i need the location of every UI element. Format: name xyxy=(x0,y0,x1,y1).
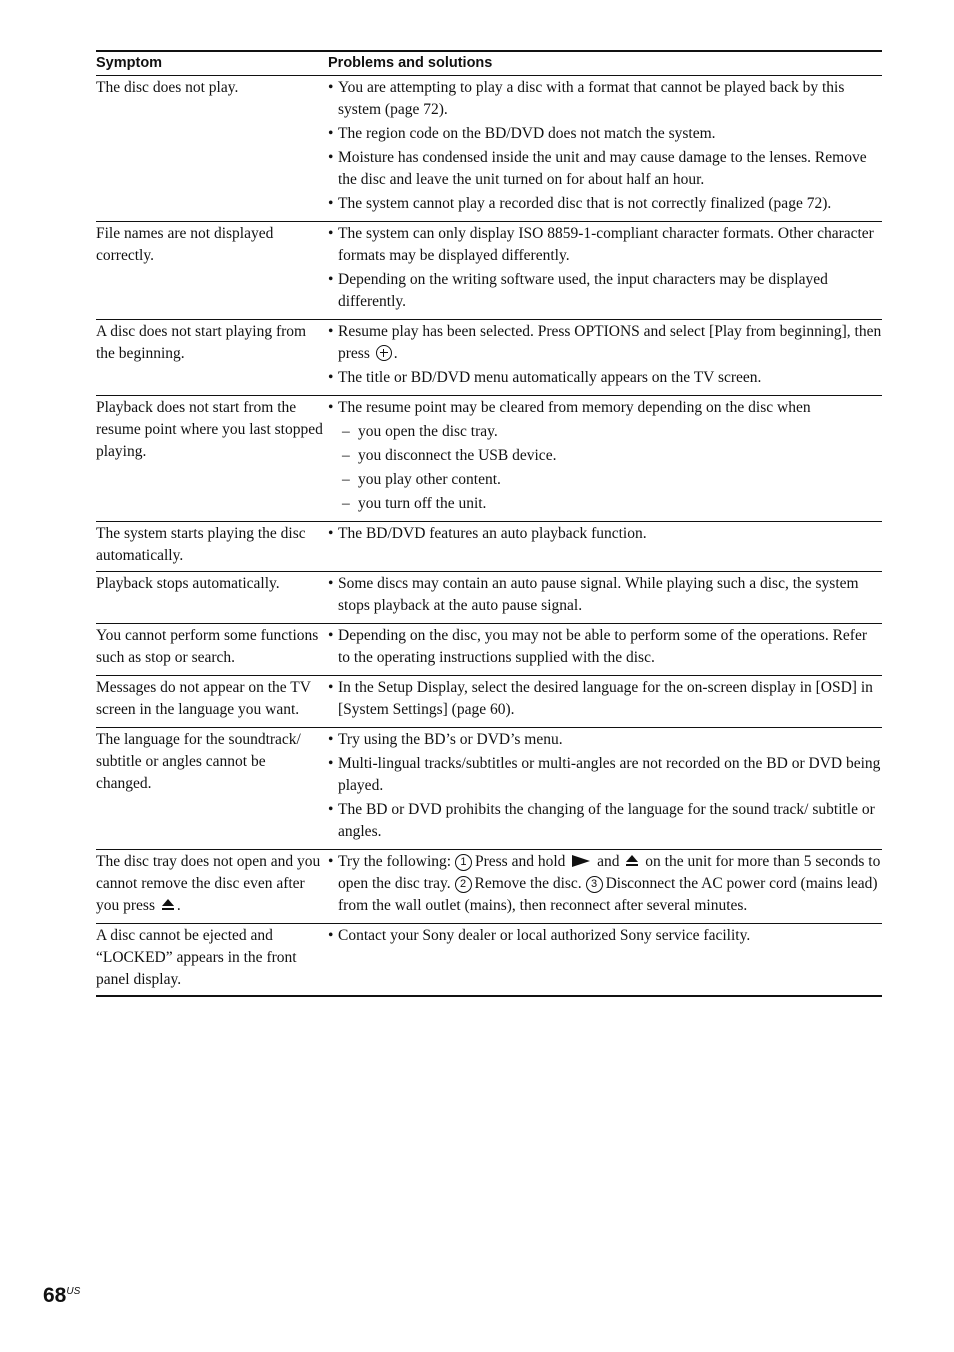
solutions-cell xyxy=(328,676,882,728)
solution-item: • Depending on the disc, you may not be able to perform some of the operations. Refer to the operating instructions supplied with the disc. xyxy=(328,625,882,669)
solution-item xyxy=(328,397,882,515)
symptom-cell: A disc cannot be ejected and “LOCKED” appears in the front panel display. xyxy=(96,927,297,988)
solution-item: • Try using the BD’s or DVD’s menu. xyxy=(328,729,882,751)
symptom-cell: The system starts playing the disc automatically. xyxy=(96,525,306,564)
solution-text: and xyxy=(597,853,620,870)
step-number-2: 2 xyxy=(455,876,472,893)
sub-item: – you open the disc tray. xyxy=(338,421,882,443)
play-icon xyxy=(572,855,590,867)
symptom-cell: Playback stops automatically. xyxy=(96,575,280,592)
solution-item: • The system can only display ISO 8859-1-compliant character formats. Other character formats may be displayed differently. xyxy=(328,223,882,267)
sub-item: – you disconnect the USB device. xyxy=(338,445,882,467)
symptom-cell: A disc does not start playing from the beginning. xyxy=(96,323,307,362)
symptom-cell: Playback does not start from the resume point where you last stopped playing. xyxy=(96,399,323,460)
solutions-cell xyxy=(328,222,882,320)
solution-item: • Depending on the writing software used, the input characters may be displayed differently. xyxy=(328,269,882,313)
solution-item: • Multi-lingual tracks/subtitles or multi-angles are not recorded on the BD or DVD being played. xyxy=(328,753,882,797)
solutions-cell xyxy=(328,624,882,676)
solutions-cell xyxy=(328,728,882,850)
table-row xyxy=(96,572,882,624)
solution-text: Try the following: xyxy=(338,853,452,870)
symptom-text: . xyxy=(176,897,181,914)
solutions-header: Problems and solutions xyxy=(328,55,493,71)
table-row xyxy=(96,924,882,997)
sub-item: – you play other content. xyxy=(338,469,882,491)
symptom-cell: The language for the soundtrack/ subtitle or angles cannot be changed. xyxy=(96,731,301,792)
solution-text: Press and hold xyxy=(474,853,566,870)
table-row xyxy=(96,676,882,728)
solution-item xyxy=(328,851,882,917)
table-row xyxy=(96,396,882,522)
solutions-cell xyxy=(328,76,882,222)
page-number-suffix: US xyxy=(66,1286,81,1297)
troubleshooting-table xyxy=(96,50,882,997)
solution-text: Disconnect the AC power cord (mains lead) from the wall outlet (mains), then reconnect after several minutes. xyxy=(338,875,878,914)
solution-text: on the unit for more than 5 seconds to open the disc tray. xyxy=(338,853,881,892)
eject-icon xyxy=(626,855,638,867)
solutions-cell xyxy=(328,522,882,572)
table-row xyxy=(96,850,882,924)
step-number-3: 3 xyxy=(586,876,603,893)
eject-icon xyxy=(162,899,174,911)
page-number xyxy=(43,1284,80,1308)
solution-item: • Moisture has condensed inside the unit and may cause damage to the lenses. Remove the disc and leave the unit turned on for about half an hour. xyxy=(328,147,882,191)
table-row xyxy=(96,728,882,850)
symptom-cell: The disc does not play. xyxy=(96,79,239,96)
symptom-cell: Messages do not appear on the TV screen in the language you want. xyxy=(96,679,311,718)
symptom-cell: You cannot perform some functions such as stop or search. xyxy=(96,627,319,666)
solutions-cell xyxy=(328,572,882,624)
page-number-value: 68 xyxy=(43,1284,67,1307)
enter-button-icon xyxy=(376,345,392,361)
table-row xyxy=(96,222,882,320)
sub-item: – you turn off the unit. xyxy=(338,493,882,515)
solution-item: • Contact your Sony dealer or local authorized Sony service facility. xyxy=(328,925,882,947)
table-row xyxy=(96,624,882,676)
symptom-cell: File names are not displayed correctly. xyxy=(96,225,274,264)
solution-item: • The BD or DVD prohibits the changing of the language for the sound track/ subtitle or angles. xyxy=(328,799,882,843)
solutions-cell xyxy=(328,320,882,396)
solution-text: Resume play has been selected. Press OPTIONS and select [Play from beginning], then press xyxy=(338,323,882,362)
table-row xyxy=(96,320,882,396)
table-row xyxy=(96,522,882,572)
solution-text: . xyxy=(393,345,398,362)
symptom-text: The disc tray does not open and you cannot remove the disc even after you press xyxy=(96,853,321,914)
solutions-cell xyxy=(328,850,882,924)
solution-item: • The region code on the BD/DVD does not match the system. xyxy=(328,123,882,145)
solutions-cell xyxy=(328,396,882,522)
solution-item xyxy=(328,321,882,365)
symptom-header: Symptom xyxy=(96,55,163,71)
solution-text: The resume point may be cleared from memory depending on the disc when xyxy=(338,399,811,416)
solutions-cell xyxy=(328,924,882,997)
solution-item: • The title or BD/DVD menu automatically appears on the TV screen. xyxy=(328,367,882,389)
solution-item: • The system cannot play a recorded disc that is not correctly finalized (page 72). xyxy=(328,193,882,215)
step-number-1: 1 xyxy=(455,854,472,871)
table-row xyxy=(96,76,882,222)
solution-item: • The BD/DVD features an auto playback function. xyxy=(328,523,882,545)
solution-item: • In the Setup Display, select the desired language for the on-screen display in [OSD] in [System Settings] (page 60). xyxy=(328,677,882,721)
solution-item: • You are attempting to play a disc with a format that cannot be played back by this system (page 72). xyxy=(328,77,882,121)
solution-item: • Some discs may contain an auto pause signal. While playing such a disc, the system stops playback at the auto pause signal. xyxy=(328,573,882,617)
solution-text: Remove the disc. xyxy=(474,875,582,892)
symptom-cell xyxy=(96,850,328,924)
table-header-row xyxy=(96,51,882,76)
